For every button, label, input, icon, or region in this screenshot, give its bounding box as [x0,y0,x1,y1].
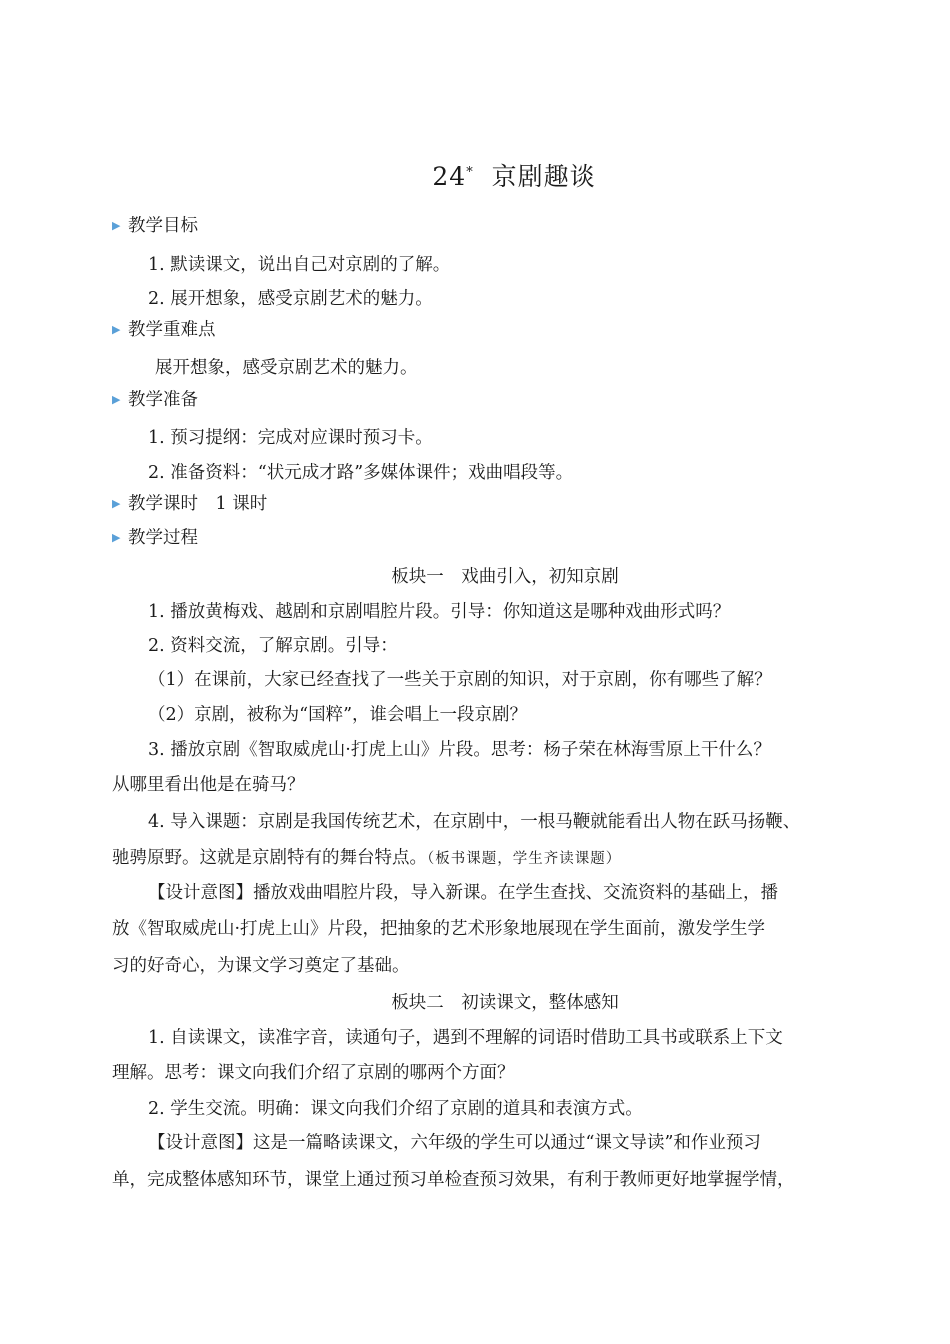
preparation-item: 2. 准备资料：“状元成才路”多媒体课件；戏曲唱段等。 [148,463,574,483]
paragraph-line: 1. 播放黄梅戏、越剧和京剧唱腔片段。引导：你知道这是哪种戏曲形式吗？ [148,602,731,622]
triangle-bullet-icon: ▶ [112,323,121,336]
design-intent-line: 单，完成整体感知环节，课堂上通过预习单检查预习效果，有利于教师更好地掌握学情， [112,1170,795,1190]
design-intent-line: 习的好奇心，为课文学习奠定了基础。 [112,956,410,976]
section-preparation: ▶ 教学准备 [112,387,198,413]
design-intent-line: 【设计意图】这是一篇略读课文，六年级的学生可以通过“课文导读”和作业预习 [148,1133,761,1153]
section-teaching-goals: ▶ 教学目标 [112,213,198,239]
section-period: ▶ 教学课时 1 课时 [112,491,267,517]
block1-heading: 板块一 戏曲引入，初知京剧 [391,567,619,587]
lesson-title: 京剧趣谈 [491,162,596,191]
goal-item: 2. 展开想象，感受京剧艺术的魅力。 [148,289,433,309]
paragraph-line: 理解。思考：课文向我们介绍了京剧的哪两个方面？ [112,1063,515,1083]
paragraph-line: 从哪里看出他是在骑马？ [112,775,305,795]
paragraph-line: （1）在课前，大家已经查找了一些关于京剧的知识，对于京剧，你有哪些了解？ [148,670,772,690]
design-intent-line: 【设计意图】播放戏曲唱腔片段，导入新课。在学生查找、交流资料的基础上，播 [148,883,778,903]
section-key-points: ▶ 教学重难点 [112,317,216,343]
triangle-bullet-icon: ▶ [112,497,121,510]
paragraph-line: 4. 导入课题：京剧是我国传统艺术，在京剧中，一根马鞭就能看出人物在跃马扬鞭、 [148,812,801,832]
paragraph-line: 3. 播放京剧《智取威虎山·打虎上山》片段。思考：杨子荣在林海雪原上干什么？ [148,740,771,760]
design-intent-line: 放《智取威虎山·打虎上山》片段，把抽象的艺术形象地展现在学生面前，激发学生学 [112,919,766,939]
paragraph-line: 1. 自读课文，读准字音，读通句子，遇到不理解的词语时借助工具书或联系上下文 [148,1028,783,1048]
paragraph-line: （2）京剧，被称为“国粹”，谁会唱上一段京剧？ [148,705,528,725]
triangle-bullet-icon: ▶ [112,531,121,544]
paragraph-line: 2. 学生交流。明确：课文向我们介绍了京剧的道具和表演方式。 [148,1099,643,1119]
lesson-number: 24 [432,162,467,191]
asterisk-mark: * [466,165,474,180]
goal-item: 1. 默读课文，说出自己对京剧的了解。 [148,255,451,275]
triangle-bullet-icon: ▶ [112,393,121,406]
page-title [0,159,950,195]
key-point-text: 展开想象，感受京剧艺术的魅力。 [155,358,418,378]
paragraph-line: 2. 资料交流，了解京剧。引导： [148,636,398,656]
triangle-bullet-icon: ▶ [112,219,121,232]
board-note: （板书课题，学生齐读课题） [427,851,622,867]
paragraph-line: 驰骋原野。这就是京剧特有的舞台特点。（板书课题，学生齐读课题） [112,848,622,868]
preparation-item: 1. 预习提纲：完成对应课时预习卡。 [148,428,433,448]
block2-heading: 板块二 初读课文，整体感知 [391,993,619,1013]
section-process: ▶ 教学过程 [112,525,198,551]
